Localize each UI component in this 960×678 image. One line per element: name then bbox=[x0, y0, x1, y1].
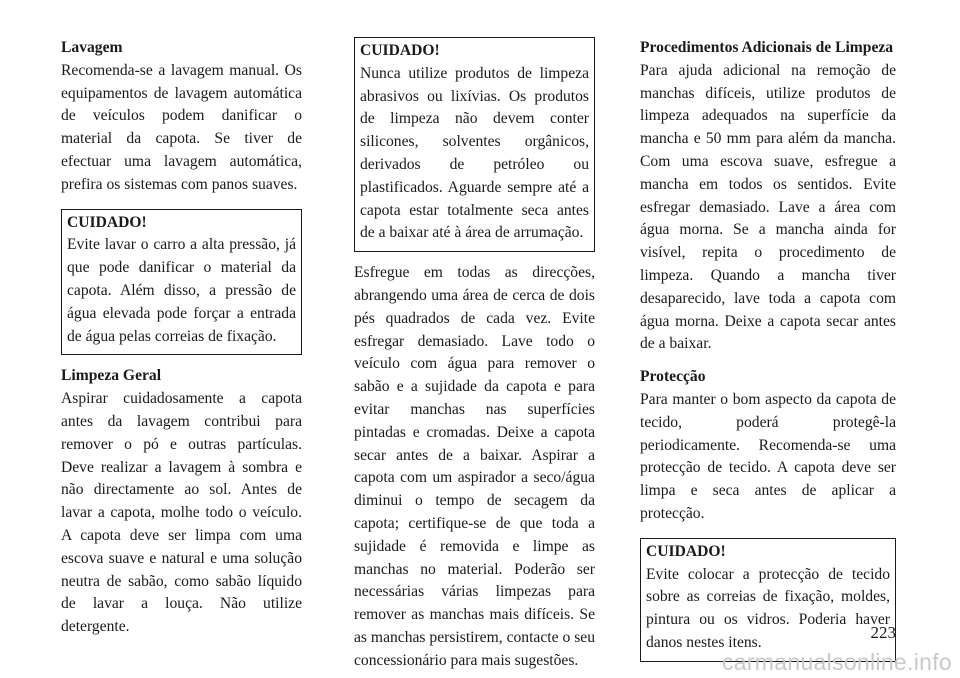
caution-title: CUIDADO! bbox=[646, 542, 726, 560]
section-heading-proteccao: Protecção bbox=[640, 368, 706, 386]
paragraph-proteccao: Para manter o bom aspecto da capota de tecido, poderá protegê-la periodicamente. Recomenda-se uma protecção de tecido. A capota deve ser limpa e seca antes de aplicar a protecção. bbox=[640, 390, 896, 522]
section-heading-limpeza-geral: Limpeza Geral bbox=[61, 367, 162, 385]
caution-text: Nunca utilize produtos de limpeza abrasivos ou lixívias. Os produtos de limpeza não devem conter silicones, solventes orgânicos, derivados de petróleo ou plastificados. Aguarde sempre até a capota estar totalmente seca antes de a baixar até à área de arrumação. bbox=[360, 64, 589, 242]
caution-box-abrasives bbox=[354, 37, 595, 252]
paragraph-procedimentos: Para ajuda adicional na remoção de manchas difíceis, utilize produtos de limpeza adequados na superfície da mancha e 50 mm para além da mancha. Com uma escova suave, esfregue a mancha em todos os sentidos. Evite esfregar demasiado. Lave a área com água morna. Se a mancha ainda for visível, repita o procedimento de limpeza. Quando a mancha tiver desaparecido, lave toda a capota com água morna. Deixe a capota secar antes de a baixar. bbox=[640, 61, 896, 353]
caution-title: CUIDADO! bbox=[360, 42, 440, 59]
paragraph-lavagem: Recomenda-se a lavagem manual. Os equipamentos de lavagem automática de veículos podem danificar o material da capota. Se tiver de efectuar uma lavagem automática, prefira os sistemas com panos suaves. bbox=[61, 61, 302, 193]
paragraph-limpeza-geral: Aspirar cuidadosamente a capota antes da lavagem contribui para remover o pó e outras partículas. Deve realizar a lavagem à sombra e não directamente ao sol. Antes de lavar a capota, molhe todo o veículo. A capota deve ser limpa com uma escova suave e natural e uma solução neutra de sabão, como sabão líquido de lavar a louça. Não utilize detergente. bbox=[61, 390, 302, 636]
watermark: carmanualsonline.info bbox=[721, 649, 952, 676]
column-1 bbox=[61, 37, 302, 639]
caution-title: CUIDADO! bbox=[67, 213, 147, 231]
paragraph-scrubbing: Esfregue em todas as direcções, abrangendo uma área de cerca de dois pés quadrados de cada vez. Evite esfregar demasiado. Lave todo o veículo com água para remover o sabão e a sujidade da capota e para evitar manchas nas superfícies pintadas e cromadas. Deixe a capota secar antes de a baixar. Aspirar a capota com um aspirador a seco/água diminui o tempo de secagem da capota; certifique-se de que toda a sujidade é removida e limpe as manchas no material. Poderão ser necessárias várias limpezas para remover as manchas mais difíceis. Se as manchas persistirem, contacte o seu concessionário para mais sugestões. bbox=[354, 264, 595, 669]
caution-text: Evite colocar a protecção de tecido sobre as correias de fixação, moldes, pintura ou os vidros. Poderia haver danos nestes itens. bbox=[646, 565, 890, 651]
column-3 bbox=[640, 37, 896, 662]
caution-box-pressure bbox=[61, 209, 302, 356]
caution-text: Evite lavar o carro a alta pressão, já que pode danificar o material da capota. Além disso, a pressão de água elevada pode forçar a entrada de água pelas correias de fixação. bbox=[67, 236, 296, 345]
page-number: 223 bbox=[870, 623, 896, 642]
section-heading-lavagem: Lavagem bbox=[61, 39, 123, 56]
section-heading-procedimentos: Procedimentos Adicionais de Limpeza bbox=[640, 39, 894, 56]
column-2 bbox=[354, 37, 595, 673]
